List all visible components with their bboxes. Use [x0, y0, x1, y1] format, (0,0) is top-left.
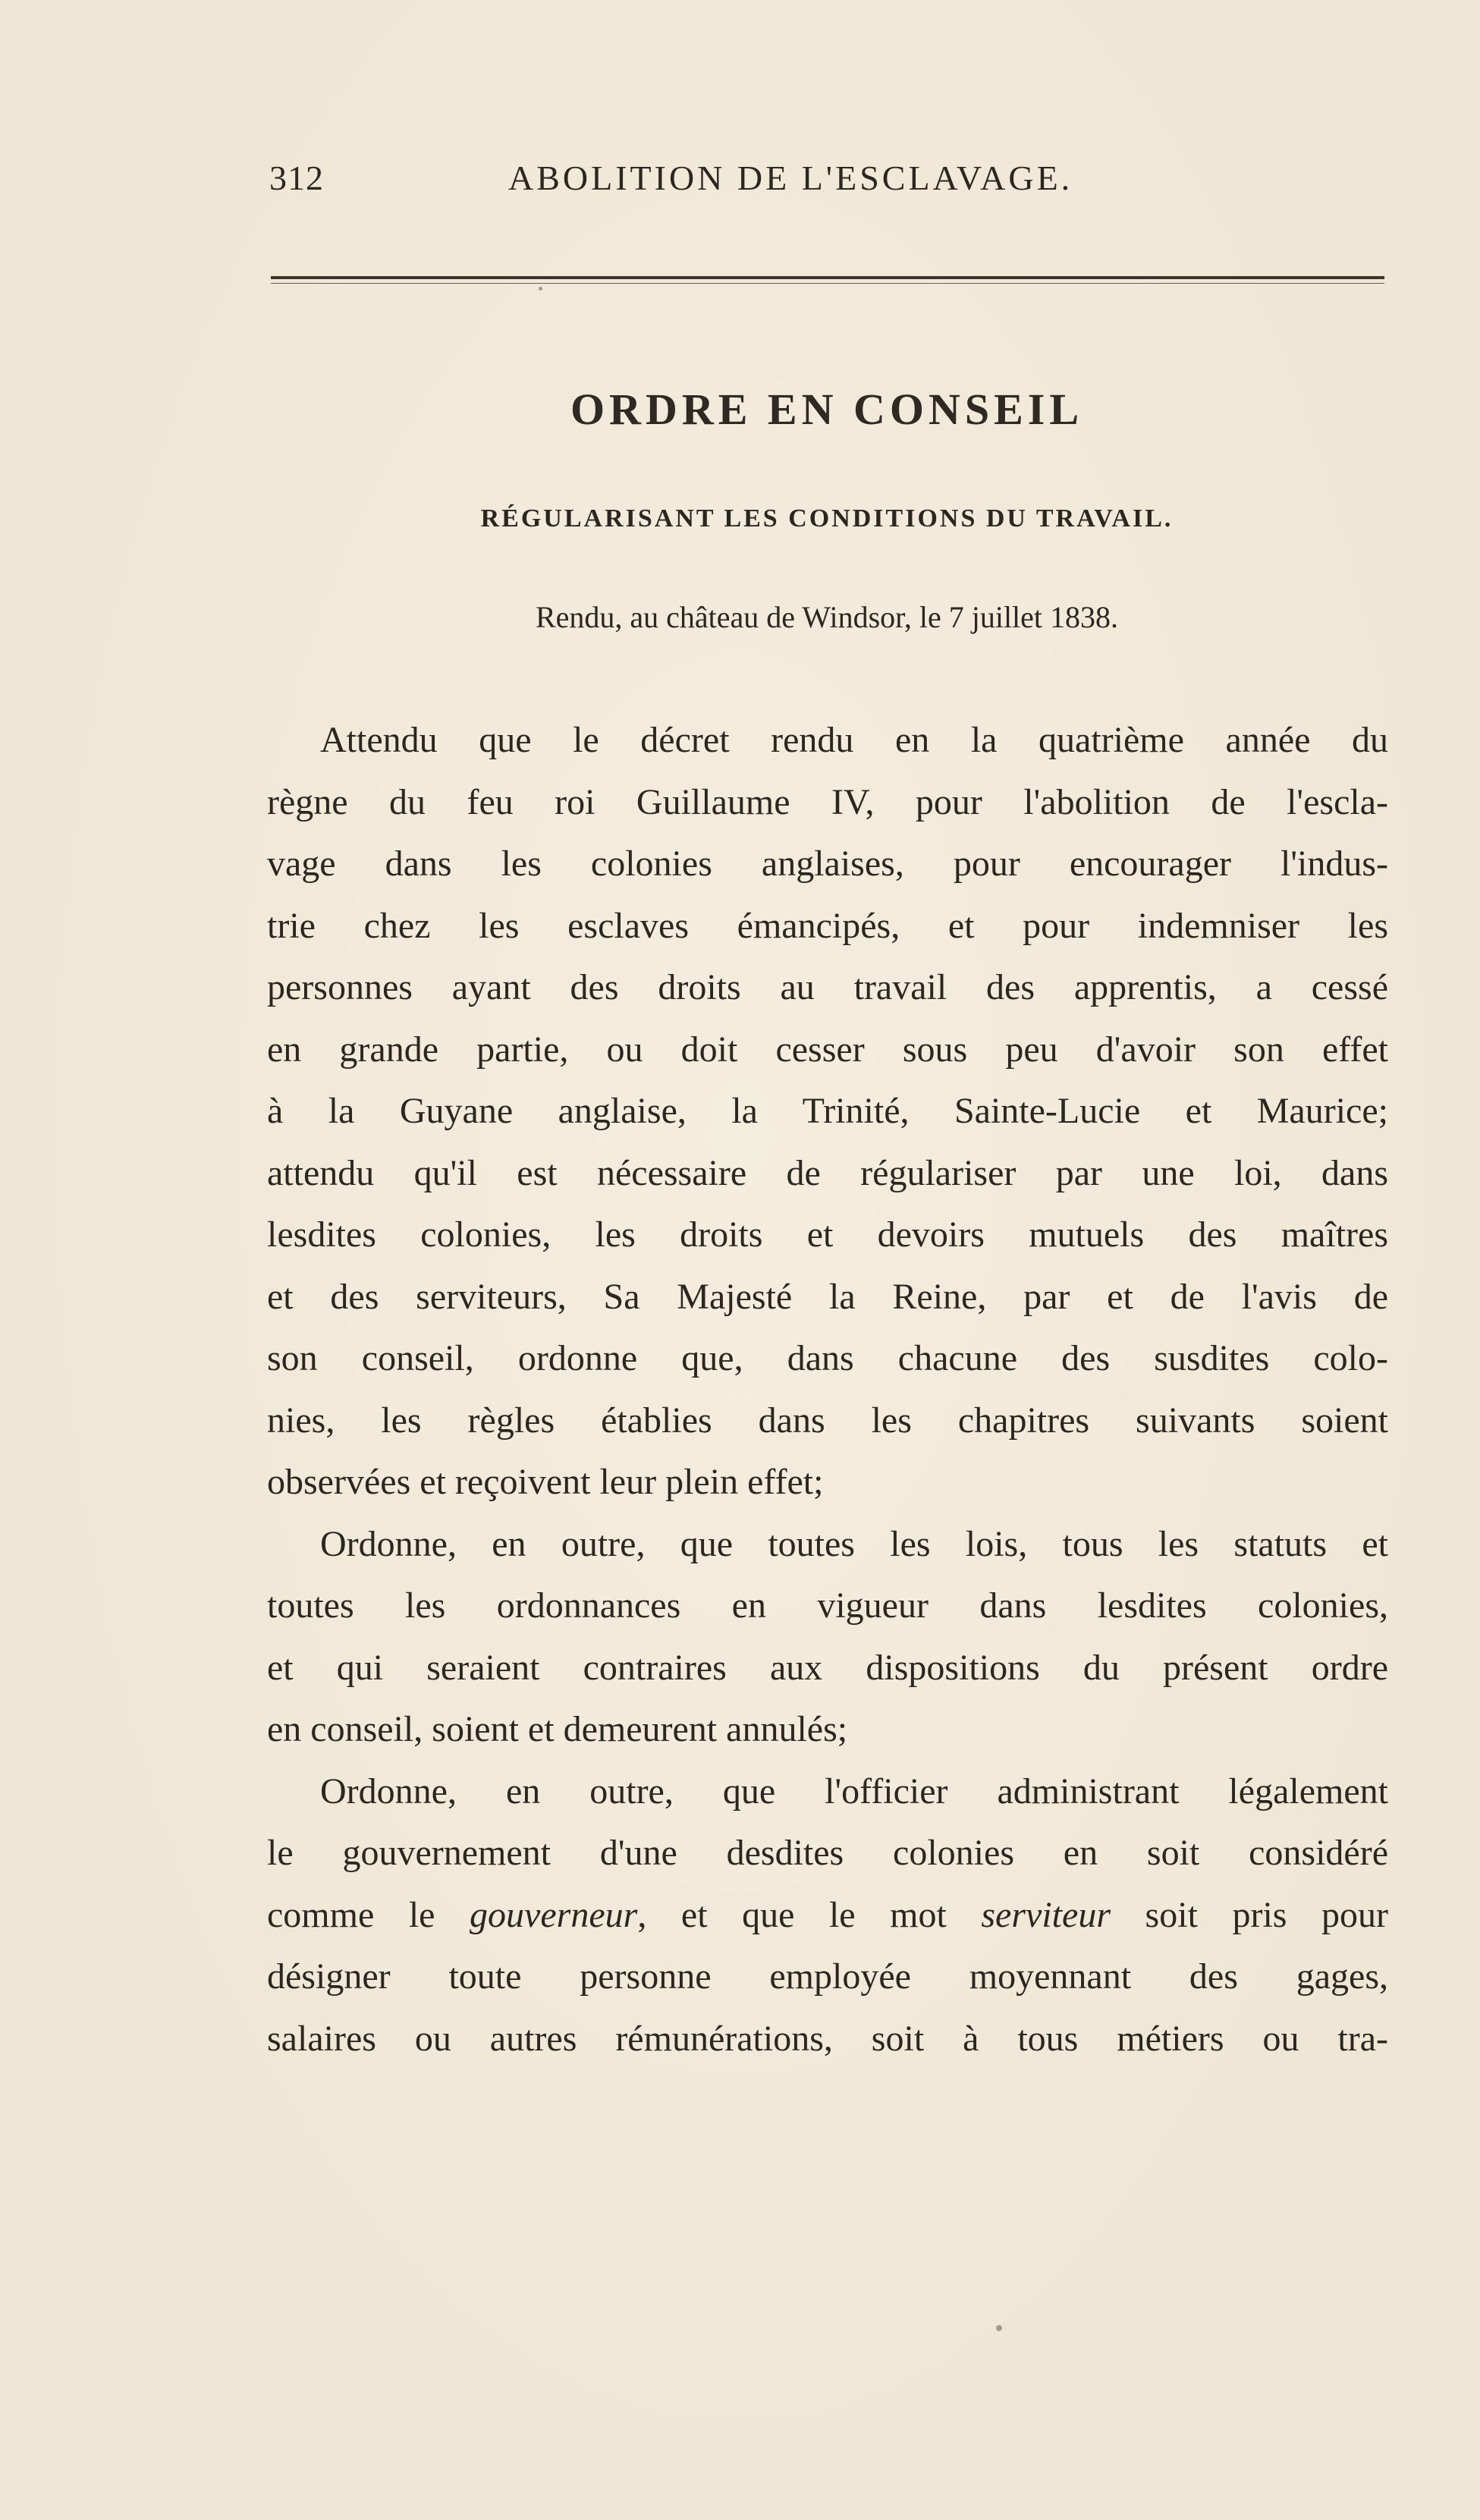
- text-line: toutes les ordonnances en vigueur dans lesdites colonies,: [267, 1585, 1388, 1626]
- text-line: attendu qu'il est nécessaire de régulariser par une loi, dans: [267, 1152, 1388, 1193]
- text-line: Ordonne, en outre, que toutes les lois, tous les statuts et: [320, 1523, 1388, 1564]
- text-line: vage dans les colonies anglaises, pour encourager l'indus-: [267, 844, 1388, 884]
- header-rule-thin: [271, 283, 1384, 284]
- running-title: ABOLITION DE L'ESCLAVAGE.: [508, 159, 1073, 197]
- section-title: ORDRE EN CONSEIL: [570, 385, 1084, 434]
- text-line: salaires ou autres rémunérations, soit à tous métiers ou tra-: [267, 2018, 1388, 2059]
- text-line: le gouvernement d'une desdites colonies en soit considéré: [267, 1833, 1388, 1873]
- text-line: trie chez les esclaves émancipés, et pour indemniser les: [267, 905, 1388, 946]
- text-line: Ordonne, en outre, que l'officier administrant légalement: [320, 1771, 1388, 1811]
- running-head: [266, 158, 1388, 203]
- section-subtitle: RÉGULARISANT LES CONDITIONS DU TRAVAIL.: [480, 504, 1174, 533]
- paper-speck: [996, 2325, 1002, 2331]
- text-line: Attendu que le décret rendu en la quatrième année du: [320, 720, 1388, 760]
- text-line: lesdites colonies, les droits et devoirs mutuels des maîtres: [267, 1214, 1388, 1255]
- text-line: en conseil, soient et demeurent annulés;: [267, 1709, 848, 1749]
- text-line: nies, les règles établies dans les chapitres suivants soient: [267, 1400, 1388, 1441]
- text-line: et des serviteurs, Sa Majesté la Reine, par et de l'avis de: [267, 1276, 1388, 1317]
- paper-speck: [539, 287, 542, 291]
- body-text: [267, 709, 1388, 2069]
- text-line: en grande partie, ou doit cesser sous peu d'avoir son effet: [267, 1029, 1388, 1070]
- text-line: et qui seraient contraires aux dispositions du présent ordre: [267, 1647, 1388, 1688]
- page-number: 312: [269, 159, 324, 197]
- text-line: personnes ayant des droits au travail des apprentis, a cessé: [267, 967, 1388, 1007]
- header-rule: [271, 276, 1384, 279]
- text-line: désigner toute personne employée moyennant des gages,: [267, 1956, 1388, 1997]
- text-line: règne du feu roi Guillaume IV, pour l'abolition de l'escla-: [267, 781, 1388, 822]
- text-line: à la Guyane anglaise, la Trinité, Sainte-Lucie et Maurice;: [267, 1091, 1388, 1131]
- text-line: son conseil, ordonne que, dans chacune des susdites colo-: [267, 1338, 1388, 1378]
- text-line: observées et reçoivent leur plein effet;: [267, 1462, 824, 1502]
- dateline: Rendu, au château de Windsor, le 7 juillet 1838.: [535, 600, 1119, 634]
- text-line: comme le gouverneur, et que le mot serviteur soit pris pour: [267, 1894, 1389, 1935]
